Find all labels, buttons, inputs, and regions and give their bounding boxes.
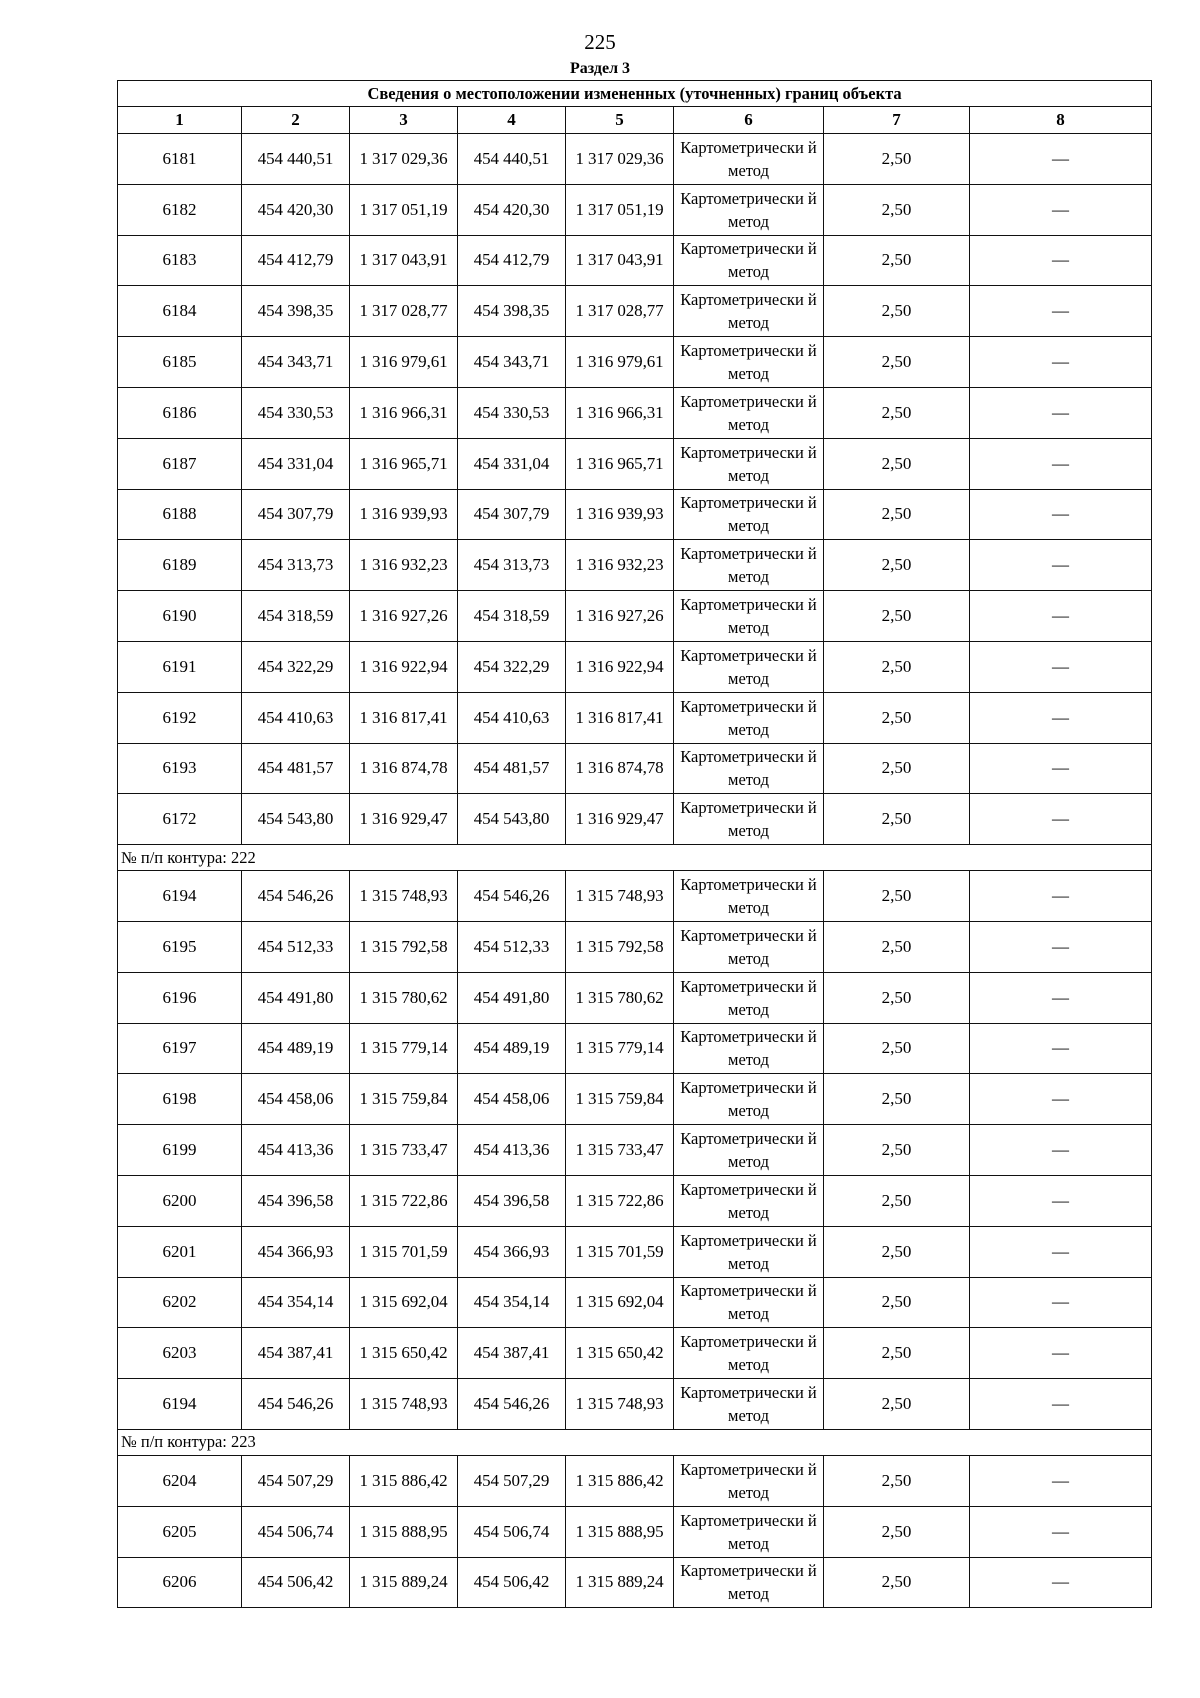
column-number-header: 3 xyxy=(350,107,458,134)
description-cell: — xyxy=(970,387,1152,438)
y-existing-cell: 1 315 888,95 xyxy=(350,1506,458,1557)
accuracy-cell: 2,50 xyxy=(824,1379,970,1430)
column-number-header: 2 xyxy=(242,107,350,134)
description-cell: — xyxy=(970,286,1152,337)
point-number-cell: 6200 xyxy=(118,1175,242,1226)
y-refined-cell: 1 317 051,19 xyxy=(566,184,674,235)
method-cell: Картометрически й метод xyxy=(674,1557,824,1608)
x-existing-cell: 454 491,80 xyxy=(242,972,350,1023)
description-cell: — xyxy=(970,1557,1152,1608)
table-row xyxy=(118,1074,1152,1125)
point-number-cell: 6196 xyxy=(118,972,242,1023)
table-caption: Сведения о местоположении измененных (уточненных) границ объекта xyxy=(118,81,1152,107)
x-refined-cell: 454 491,80 xyxy=(458,972,566,1023)
description-cell: — xyxy=(970,1125,1152,1176)
point-number-cell: 6189 xyxy=(118,540,242,591)
table-row xyxy=(118,134,1152,185)
accuracy-cell: 2,50 xyxy=(824,972,970,1023)
y-existing-cell: 1 316 927,26 xyxy=(350,591,458,642)
y-refined-cell: 1 315 889,24 xyxy=(566,1557,674,1608)
y-refined-cell: 1 315 692,04 xyxy=(566,1277,674,1328)
description-cell: — xyxy=(970,1226,1152,1277)
y-existing-cell: 1 316 966,31 xyxy=(350,387,458,438)
y-existing-cell: 1 315 733,47 xyxy=(350,1125,458,1176)
x-refined-cell: 454 354,14 xyxy=(458,1277,566,1328)
y-existing-cell: 1 315 759,84 xyxy=(350,1074,458,1125)
x-refined-cell: 454 387,41 xyxy=(458,1328,566,1379)
description-cell: — xyxy=(970,591,1152,642)
column-number-header: 4 xyxy=(458,107,566,134)
table-row xyxy=(118,540,1152,591)
point-number-cell: 6172 xyxy=(118,794,242,845)
description-cell: — xyxy=(970,1328,1152,1379)
y-existing-cell: 1 315 889,24 xyxy=(350,1557,458,1608)
method-cell: Картометрически й метод xyxy=(674,1506,824,1557)
description-cell: — xyxy=(970,134,1152,185)
method-cell: Картометрически й метод xyxy=(674,286,824,337)
table-row xyxy=(118,1277,1152,1328)
point-number-cell: 6187 xyxy=(118,438,242,489)
y-refined-cell: 1 316 979,61 xyxy=(566,337,674,388)
x-existing-cell: 454 313,73 xyxy=(242,540,350,591)
table-row xyxy=(118,184,1152,235)
x-existing-cell: 454 322,29 xyxy=(242,641,350,692)
y-refined-cell: 1 315 780,62 xyxy=(566,972,674,1023)
x-refined-cell: 454 398,35 xyxy=(458,286,566,337)
table-row xyxy=(118,591,1152,642)
x-refined-cell: 454 412,79 xyxy=(458,235,566,286)
x-existing-cell: 454 506,74 xyxy=(242,1506,350,1557)
method-cell: Картометрически й метод xyxy=(674,794,824,845)
accuracy-cell: 2,50 xyxy=(824,921,970,972)
y-existing-cell: 1 315 701,59 xyxy=(350,1226,458,1277)
x-existing-cell: 454 506,42 xyxy=(242,1557,350,1608)
x-existing-cell: 454 354,14 xyxy=(242,1277,350,1328)
point-number-cell: 6206 xyxy=(118,1557,242,1608)
table-row xyxy=(118,972,1152,1023)
x-refined-cell: 454 506,42 xyxy=(458,1557,566,1608)
y-existing-cell: 1 317 029,36 xyxy=(350,134,458,185)
y-refined-cell: 1 316 939,93 xyxy=(566,489,674,540)
x-existing-cell: 454 396,58 xyxy=(242,1175,350,1226)
point-number-cell: 6202 xyxy=(118,1277,242,1328)
accuracy-cell: 2,50 xyxy=(824,1557,970,1608)
method-cell: Картометрически й метод xyxy=(674,871,824,922)
y-existing-cell: 1 315 779,14 xyxy=(350,1023,458,1074)
x-refined-cell: 454 458,06 xyxy=(458,1074,566,1125)
y-refined-cell: 1 316 929,47 xyxy=(566,794,674,845)
table-row xyxy=(118,1328,1152,1379)
y-existing-cell: 1 315 886,42 xyxy=(350,1455,458,1506)
x-refined-cell: 454 307,79 xyxy=(458,489,566,540)
x-existing-cell: 454 512,33 xyxy=(242,921,350,972)
y-refined-cell: 1 315 779,14 xyxy=(566,1023,674,1074)
table-row xyxy=(118,692,1152,743)
method-cell: Картометрически й метод xyxy=(674,692,824,743)
accuracy-cell: 2,50 xyxy=(824,1506,970,1557)
point-number-cell: 6203 xyxy=(118,1328,242,1379)
x-refined-cell: 454 330,53 xyxy=(458,387,566,438)
x-existing-cell: 454 410,63 xyxy=(242,692,350,743)
method-cell: Картометрически й метод xyxy=(674,489,824,540)
y-refined-cell: 1 315 759,84 xyxy=(566,1074,674,1125)
description-cell: — xyxy=(970,438,1152,489)
description-cell: — xyxy=(970,184,1152,235)
y-refined-cell: 1 316 874,78 xyxy=(566,743,674,794)
table-row xyxy=(118,1125,1152,1176)
y-refined-cell: 1 315 888,95 xyxy=(566,1506,674,1557)
x-existing-cell: 454 366,93 xyxy=(242,1226,350,1277)
point-number-cell: 6186 xyxy=(118,387,242,438)
y-existing-cell: 1 317 043,91 xyxy=(350,235,458,286)
accuracy-cell: 2,50 xyxy=(824,1277,970,1328)
point-number-cell: 6195 xyxy=(118,921,242,972)
table-row xyxy=(118,641,1152,692)
method-cell: Картометрически й метод xyxy=(674,387,824,438)
method-cell: Картометрически й метод xyxy=(674,1455,824,1506)
x-refined-cell: 454 512,33 xyxy=(458,921,566,972)
x-existing-cell: 454 413,36 xyxy=(242,1125,350,1176)
method-cell: Картометрически й метод xyxy=(674,1328,824,1379)
y-refined-cell: 1 317 029,36 xyxy=(566,134,674,185)
accuracy-cell: 2,50 xyxy=(824,337,970,388)
y-existing-cell: 1 315 722,86 xyxy=(350,1175,458,1226)
description-cell: — xyxy=(970,1074,1152,1125)
x-refined-cell: 454 543,80 xyxy=(458,794,566,845)
y-refined-cell: 1 315 701,59 xyxy=(566,1226,674,1277)
y-refined-cell: 1 315 748,93 xyxy=(566,1379,674,1430)
y-existing-cell: 1 315 748,93 xyxy=(350,1379,458,1430)
x-refined-cell: 454 546,26 xyxy=(458,1379,566,1430)
x-refined-cell: 454 313,73 xyxy=(458,540,566,591)
y-refined-cell: 1 317 043,91 xyxy=(566,235,674,286)
point-number-cell: 6184 xyxy=(118,286,242,337)
accuracy-cell: 2,50 xyxy=(824,743,970,794)
table-row xyxy=(118,1023,1152,1074)
x-existing-cell: 454 343,71 xyxy=(242,337,350,388)
x-refined-cell: 454 343,71 xyxy=(458,337,566,388)
method-cell: Картометрически й метод xyxy=(674,1023,824,1074)
point-number-cell: 6188 xyxy=(118,489,242,540)
x-refined-cell: 454 331,04 xyxy=(458,438,566,489)
description-cell: — xyxy=(970,921,1152,972)
description-cell: — xyxy=(970,743,1152,794)
point-number-cell: 6205 xyxy=(118,1506,242,1557)
x-refined-cell: 454 413,36 xyxy=(458,1125,566,1176)
x-existing-cell: 454 330,53 xyxy=(242,387,350,438)
description-cell: — xyxy=(970,1455,1152,1506)
y-refined-cell: 1 317 028,77 xyxy=(566,286,674,337)
table-row xyxy=(118,871,1152,922)
y-refined-cell: 1 316 965,71 xyxy=(566,438,674,489)
x-refined-cell: 454 420,30 xyxy=(458,184,566,235)
accuracy-cell: 2,50 xyxy=(824,438,970,489)
point-number-cell: 6191 xyxy=(118,641,242,692)
method-cell: Картометрически й метод xyxy=(674,743,824,794)
point-number-cell: 6197 xyxy=(118,1023,242,1074)
accuracy-cell: 2,50 xyxy=(824,489,970,540)
point-number-cell: 6204 xyxy=(118,1455,242,1506)
accuracy-cell: 2,50 xyxy=(824,286,970,337)
description-cell: — xyxy=(970,692,1152,743)
x-refined-cell: 454 506,74 xyxy=(458,1506,566,1557)
x-existing-cell: 454 507,29 xyxy=(242,1455,350,1506)
boundary-coordinates-table xyxy=(117,80,1152,1608)
point-number-cell: 6201 xyxy=(118,1226,242,1277)
table-row xyxy=(118,489,1152,540)
y-existing-cell: 1 316 979,61 xyxy=(350,337,458,388)
table-row xyxy=(118,743,1152,794)
section-title: Раздел 3 xyxy=(569,60,631,77)
table-row xyxy=(118,438,1152,489)
method-cell: Картометрически й метод xyxy=(674,1277,824,1328)
method-cell: Картометрически й метод xyxy=(674,1074,824,1125)
point-number-cell: 6182 xyxy=(118,184,242,235)
y-existing-cell: 1 317 028,77 xyxy=(350,286,458,337)
y-existing-cell: 1 316 874,78 xyxy=(350,743,458,794)
x-existing-cell: 454 398,35 xyxy=(242,286,350,337)
column-number-row xyxy=(118,107,1152,134)
x-refined-cell: 454 507,29 xyxy=(458,1455,566,1506)
point-number-cell: 6192 xyxy=(118,692,242,743)
x-refined-cell: 454 366,93 xyxy=(458,1226,566,1277)
y-refined-cell: 1 316 922,94 xyxy=(566,641,674,692)
point-number-cell: 6198 xyxy=(118,1074,242,1125)
y-existing-cell: 1 316 929,47 xyxy=(350,794,458,845)
y-existing-cell: 1 315 692,04 xyxy=(350,1277,458,1328)
x-refined-cell: 454 489,19 xyxy=(458,1023,566,1074)
x-existing-cell: 454 458,06 xyxy=(242,1074,350,1125)
contour-label: № п/п контура: 223 xyxy=(118,1429,1152,1455)
x-existing-cell: 454 318,59 xyxy=(242,591,350,642)
accuracy-cell: 2,50 xyxy=(824,387,970,438)
y-existing-cell: 1 317 051,19 xyxy=(350,184,458,235)
table-row xyxy=(118,1455,1152,1506)
point-number-cell: 6193 xyxy=(118,743,242,794)
y-existing-cell: 1 315 650,42 xyxy=(350,1328,458,1379)
column-number-header: 1 xyxy=(118,107,242,134)
point-number-cell: 6183 xyxy=(118,235,242,286)
point-number-cell: 6199 xyxy=(118,1125,242,1176)
description-cell: — xyxy=(970,972,1152,1023)
accuracy-cell: 2,50 xyxy=(824,184,970,235)
contour-label: № п/п контура: 222 xyxy=(118,845,1152,871)
y-existing-cell: 1 315 780,62 xyxy=(350,972,458,1023)
x-existing-cell: 454 420,30 xyxy=(242,184,350,235)
method-cell: Картометрически й метод xyxy=(674,337,824,388)
column-number-header: 6 xyxy=(674,107,824,134)
method-cell: Картометрически й метод xyxy=(674,438,824,489)
description-cell: — xyxy=(970,871,1152,922)
description-cell: — xyxy=(970,489,1152,540)
x-refined-cell: 454 440,51 xyxy=(458,134,566,185)
y-refined-cell: 1 315 733,47 xyxy=(566,1125,674,1176)
table-row xyxy=(118,286,1152,337)
method-cell: Картометрически й метод xyxy=(674,1226,824,1277)
method-cell: Картометрически й метод xyxy=(674,1175,824,1226)
method-cell: Картометрически й метод xyxy=(674,540,824,591)
method-cell: Картометрически й метод xyxy=(674,134,824,185)
column-number-header: 8 xyxy=(970,107,1152,134)
description-cell: — xyxy=(970,337,1152,388)
x-existing-cell: 454 387,41 xyxy=(242,1328,350,1379)
x-refined-cell: 454 410,63 xyxy=(458,692,566,743)
y-existing-cell: 1 315 748,93 xyxy=(350,871,458,922)
description-cell: — xyxy=(970,540,1152,591)
y-refined-cell: 1 315 748,93 xyxy=(566,871,674,922)
accuracy-cell: 2,50 xyxy=(824,591,970,642)
accuracy-cell: 2,50 xyxy=(824,235,970,286)
x-existing-cell: 454 307,79 xyxy=(242,489,350,540)
y-existing-cell: 1 316 965,71 xyxy=(350,438,458,489)
table-row xyxy=(118,1506,1152,1557)
y-existing-cell: 1 316 922,94 xyxy=(350,641,458,692)
y-existing-cell: 1 316 932,23 xyxy=(350,540,458,591)
table-row xyxy=(118,921,1152,972)
accuracy-cell: 2,50 xyxy=(824,1125,970,1176)
y-refined-cell: 1 316 932,23 xyxy=(566,540,674,591)
contour-row xyxy=(118,1429,1152,1455)
point-number-cell: 6194 xyxy=(118,1379,242,1430)
y-refined-cell: 1 316 966,31 xyxy=(566,387,674,438)
accuracy-cell: 2,50 xyxy=(824,641,970,692)
x-existing-cell: 454 546,26 xyxy=(242,871,350,922)
method-cell: Картометрически й метод xyxy=(674,921,824,972)
x-refined-cell: 454 396,58 xyxy=(458,1175,566,1226)
method-cell: Картометрически й метод xyxy=(674,235,824,286)
x-existing-cell: 454 412,79 xyxy=(242,235,350,286)
description-cell: — xyxy=(970,1379,1152,1430)
method-cell: Картометрически й метод xyxy=(674,1379,824,1430)
x-existing-cell: 454 489,19 xyxy=(242,1023,350,1074)
method-cell: Картометрически й метод xyxy=(674,972,824,1023)
y-refined-cell: 1 315 792,58 xyxy=(566,921,674,972)
accuracy-cell: 2,50 xyxy=(824,1455,970,1506)
accuracy-cell: 2,50 xyxy=(824,1074,970,1125)
column-number-header: 5 xyxy=(566,107,674,134)
column-number-header: 7 xyxy=(824,107,970,134)
x-refined-cell: 454 481,57 xyxy=(458,743,566,794)
accuracy-cell: 2,50 xyxy=(824,871,970,922)
table-row xyxy=(118,1226,1152,1277)
description-cell: — xyxy=(970,641,1152,692)
accuracy-cell: 2,50 xyxy=(824,134,970,185)
table-row xyxy=(118,1175,1152,1226)
x-existing-cell: 454 546,26 xyxy=(242,1379,350,1430)
table-body xyxy=(118,134,1152,1608)
accuracy-cell: 2,50 xyxy=(824,1226,970,1277)
accuracy-cell: 2,50 xyxy=(824,540,970,591)
point-number-cell: 6185 xyxy=(118,337,242,388)
table-row xyxy=(118,1557,1152,1608)
x-refined-cell: 454 546,26 xyxy=(458,871,566,922)
y-refined-cell: 1 315 886,42 xyxy=(566,1455,674,1506)
y-refined-cell: 1 315 722,86 xyxy=(566,1175,674,1226)
point-number-cell: 6190 xyxy=(118,591,242,642)
method-cell: Картометрически й метод xyxy=(674,641,824,692)
accuracy-cell: 2,50 xyxy=(824,1023,970,1074)
x-existing-cell: 454 543,80 xyxy=(242,794,350,845)
table-row xyxy=(118,387,1152,438)
description-cell: — xyxy=(970,1506,1152,1557)
x-refined-cell: 454 322,29 xyxy=(458,641,566,692)
page-number: 225 xyxy=(584,30,616,54)
description-cell: — xyxy=(970,235,1152,286)
table-row xyxy=(118,337,1152,388)
y-refined-cell: 1 316 927,26 xyxy=(566,591,674,642)
x-refined-cell: 454 318,59 xyxy=(458,591,566,642)
method-cell: Картометрически й метод xyxy=(674,591,824,642)
description-cell: — xyxy=(970,1175,1152,1226)
y-refined-cell: 1 315 650,42 xyxy=(566,1328,674,1379)
accuracy-cell: 2,50 xyxy=(824,1175,970,1226)
method-cell: Картометрически й метод xyxy=(674,1125,824,1176)
y-refined-cell: 1 316 817,41 xyxy=(566,692,674,743)
description-cell: — xyxy=(970,794,1152,845)
accuracy-cell: 2,50 xyxy=(824,692,970,743)
contour-row xyxy=(118,845,1152,871)
y-existing-cell: 1 315 792,58 xyxy=(350,921,458,972)
method-cell: Картометрически й метод xyxy=(674,184,824,235)
y-existing-cell: 1 316 939,93 xyxy=(350,489,458,540)
accuracy-cell: 2,50 xyxy=(824,1328,970,1379)
point-number-cell: 6194 xyxy=(118,871,242,922)
table-row xyxy=(118,235,1152,286)
x-existing-cell: 454 331,04 xyxy=(242,438,350,489)
accuracy-cell: 2,50 xyxy=(824,794,970,845)
x-existing-cell: 454 440,51 xyxy=(242,134,350,185)
table-row xyxy=(118,1379,1152,1430)
y-existing-cell: 1 316 817,41 xyxy=(350,692,458,743)
description-cell: — xyxy=(970,1277,1152,1328)
table-row xyxy=(118,794,1152,845)
description-cell: — xyxy=(970,1023,1152,1074)
x-existing-cell: 454 481,57 xyxy=(242,743,350,794)
point-number-cell: 6181 xyxy=(118,134,242,185)
